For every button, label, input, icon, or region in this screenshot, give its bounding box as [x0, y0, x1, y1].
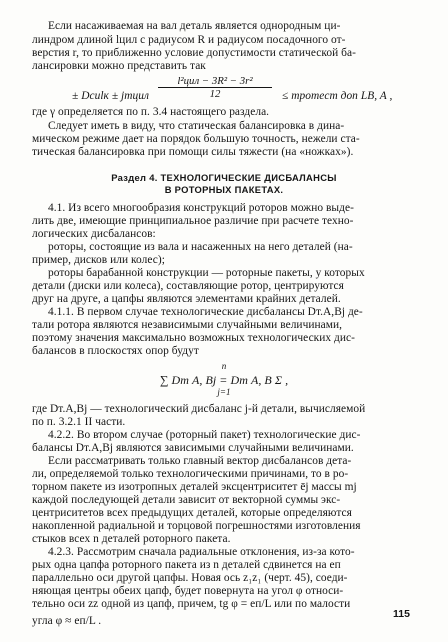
sum-upper-limit: n: [221, 361, 227, 371]
text-line: по п. 3.2.1 II части.: [32, 416, 126, 428]
section-heading: В РОТОРНЫХ ПАКЕТАХ.: [164, 184, 284, 195]
text-line: детали (диски или колеса), составляющие ротор, центрируются: [32, 280, 344, 292]
text-line: 4.2.2. Во втором случае (роторный пакет) технологические дис-: [48, 429, 361, 441]
text-line: где Dт.A,Bj — технологический дисбаланс j-й детали, вычисляемой: [32, 403, 366, 415]
text-line: каждой последующей детали зависит от векторной суммы экс-: [32, 494, 341, 506]
text-line: угла φ ≈ eп/L .: [32, 615, 102, 627]
text-line: Если насаживаемая на вал деталь является однородным ци-: [48, 20, 341, 32]
text-line: балансы Dт.A,Bj являются зависимыми случайными величинами.: [32, 442, 354, 454]
page-number: 115: [393, 608, 410, 620]
text-line: няющая центры обеих цапф, будет повернута на угол φ относи-: [32, 585, 344, 597]
text-line: Следует иметь в виду, что статическая балансировка в дина-: [48, 120, 345, 132]
text-line: рых одна цапфа роторного пакета из n деталей сдвинется на eп: [32, 559, 341, 571]
text-line: друг на друге, а цапфы являются элементами крайних деталей.: [32, 293, 341, 305]
text-line: стыков всех n деталей роторного пакета.: [32, 533, 231, 545]
text-line: тали ротора являются независимыми случайными величинами,: [32, 319, 343, 331]
text-line: торном пакете из изотропных деталей эксцентриситет ēj массы mj: [32, 481, 357, 493]
text-line: Если рассматривать только главный вектор дисбалансов дета-: [48, 455, 352, 467]
text-line: логических дисбалансов:: [32, 228, 156, 240]
text-line: роторы, состоящие из вала и насаженных на него деталей (на-: [48, 241, 353, 253]
text-line: лить две, имеющие принципиальное различие при расчете техно-: [32, 215, 354, 227]
text-line: верстия r, то приближенно условие допустимости статической ба-: [32, 47, 356, 59]
text-line: параллельно оси другой цапфы. Новая ось z₁z₁ (черт. 45), соеди-: [32, 572, 348, 584]
text-line: балансов в плоскостях опор будут: [32, 345, 199, 357]
text-line: пример, дисков или колес);: [32, 254, 165, 266]
equation-right: ≤ mротeст доп LB, A ,: [282, 90, 393, 102]
text-line: 4.1. Из всего многообразия конструкций роторов можно выде-: [48, 202, 354, 214]
equation-fraction: [150, 75, 280, 100]
sum-lower-limit: j=1: [217, 387, 231, 397]
text-line: где γ определяется по п. 3.4 настоящего раздела.: [32, 106, 270, 118]
text-line: центриситетов всех предыдущих деталей, которые определяются: [32, 507, 352, 519]
text-line: линдром длиной lцил с радиусом R и радиусом посадочного от-: [32, 34, 346, 46]
fraction-denominator: 12: [209, 88, 221, 100]
text-line: лансировки можно представить так: [32, 60, 206, 72]
text-line: роторы барабанной конструкции — роторные пакеты, у которых: [48, 267, 365, 279]
text-line: 4.2.3. Рассмотрим сначала радиальные отклонения, из-за кото-: [48, 546, 355, 558]
text-line: ли, определяемой только технологическими причинами, то в ро-: [32, 468, 349, 480]
equation-left: ± Dсиlк ± jmцил: [72, 90, 150, 102]
sum-equation: ∑ Dт A, Bj = Dт A, B Σ ,: [159, 373, 289, 387]
section-heading: Раздел 4. ТЕХНОЛОГИЧЕСКИЕ ДИСБАЛАНСЫ: [111, 172, 337, 183]
text-line: поэтому значения максимально возможных технологических дис-: [32, 332, 355, 344]
fraction-numerator: l²цил − 3R² − 3r²: [177, 75, 253, 87]
text-line: 4.1.1. В первом случае технологические дисбалансы Dт.A,Bj де-: [48, 306, 363, 318]
text-line: накопленной радиальной и торцовой погрешностями изготовления: [32, 520, 361, 532]
text-line: мическом режиме дает на порядок большую точность, нежели ста-: [32, 133, 360, 145]
text-line: тельно оси zz одной из цапф, причем, tg φ = eп/L или по малости: [32, 598, 351, 610]
text-line: тическая балансировка при помощи силы тяжести (на «ножках»).: [32, 146, 354, 158]
